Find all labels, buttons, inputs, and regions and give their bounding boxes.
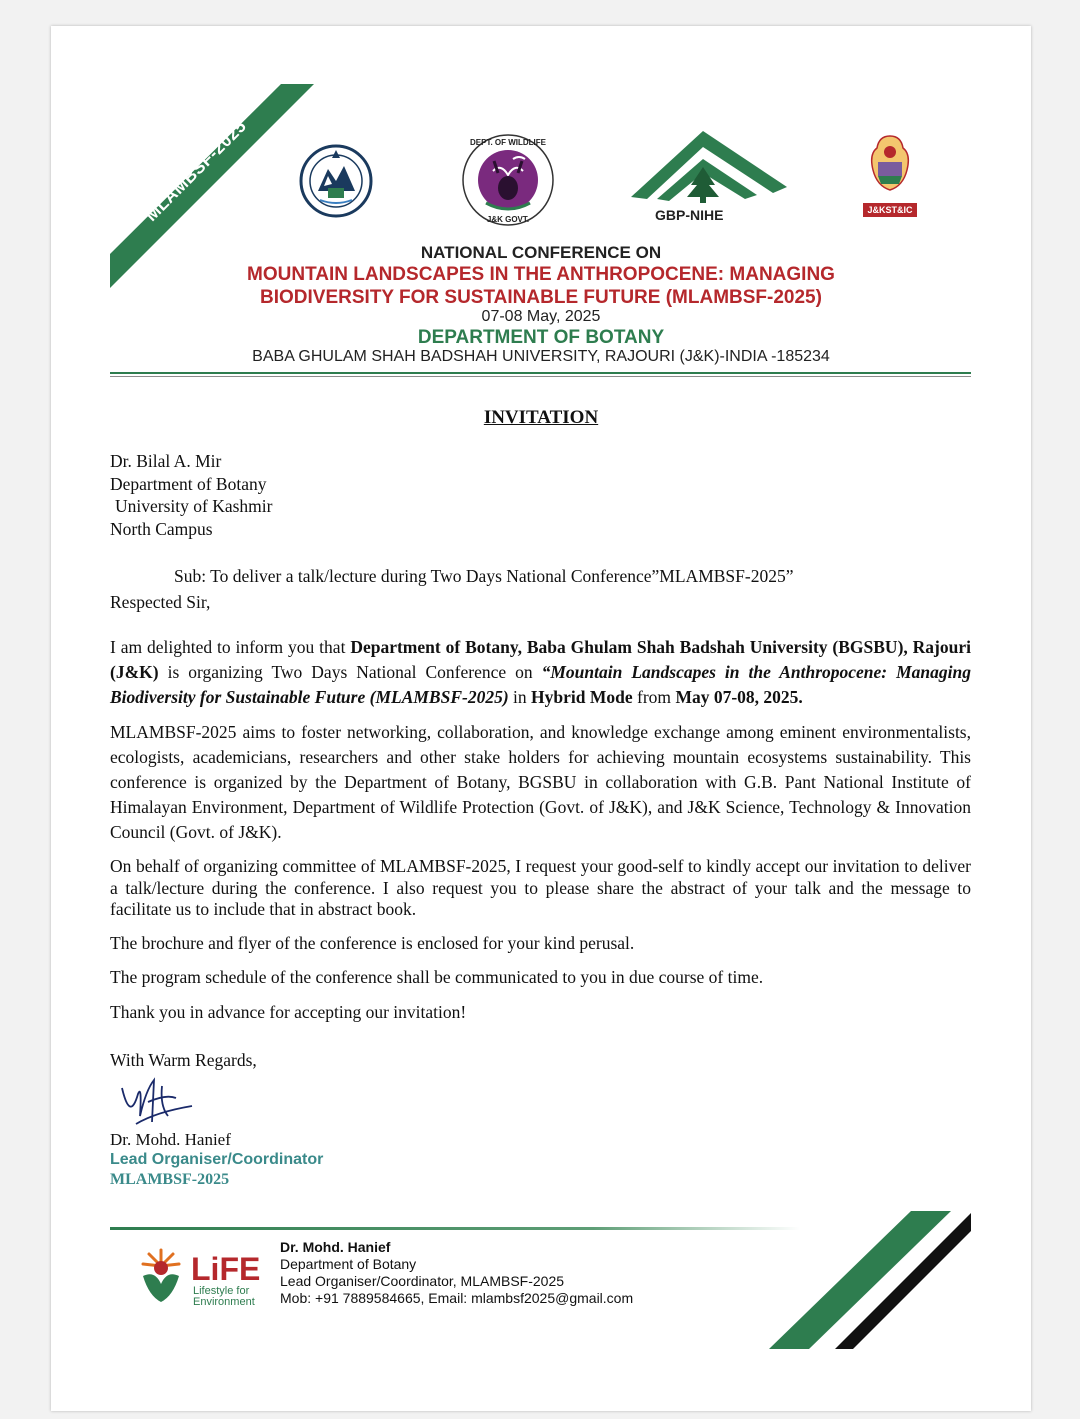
footer-stripes [761, 1211, 973, 1356]
ribbon-text: MLAMBSF-2025 [141, 116, 251, 225]
header-divider [110, 372, 971, 374]
intro-text-g: from [632, 687, 676, 707]
paragraph-thanks: Thank you in advance for accepting our invitation! [110, 1002, 467, 1022]
paragraph-brochure: The brochure and flyer of the conference is enclosed for your kind perusal. [110, 933, 635, 953]
header-university: BABA GHULAM SHAH BADSHAH UNIVERSITY, RAJOURI (J&K)-INDIA -185234 [252, 348, 830, 365]
intro-text-e: in [508, 687, 532, 707]
footer-department: Department of Botany [280, 1256, 417, 1272]
signer-role: Lead Organiser/Coordinator [110, 1151, 324, 1168]
footer-contact-block [280, 1239, 633, 1307]
intro-conference-name: “Mountain Landscapes in the Anthropocene: Managing Biodiversity for Sustainable Future (MLAMBSF-2025) [110, 662, 971, 707]
recipient-university: University of Kashmir [115, 496, 273, 516]
signature [116, 1072, 196, 1137]
paragraph-request: On behalf of organizing committee of MLAMBSF-2025, I request your good-self to kindly accept our invitation to deliver a talk/lecture during the conference. I also request you to please share the abstract of your talk and the message to facilitate us to include that in abstract book. [110, 856, 971, 919]
header-title [51, 263, 1031, 309]
recipient-campus: North Campus [110, 518, 213, 539]
salutation: Respected Sir, [110, 592, 211, 612]
intro-text-c: is organizing Two Days National Conference on [158, 662, 542, 682]
header-department: DEPARTMENT OF BOTANY [417, 327, 665, 348]
jkstic-label: J&KST&IC [863, 203, 917, 217]
footer-contact: Mob: +91 7889584665, Email: mlambsf2025@gmail.com [280, 1290, 634, 1306]
subject-line: Sub: To deliver a talk/lecture during Two Days National Conference”MLAMBSF-2025” [174, 566, 794, 586]
svg-text:DEPT. OF WILDLIFE: DEPT. OF WILDLIFE [470, 138, 546, 147]
header-title-line2: BIODIVERSITY FOR SUSTAINABLE FUTURE (MLAMBSF-2025) [260, 287, 822, 308]
life-word: LiFE [191, 1251, 261, 1287]
footer-divider [110, 1227, 800, 1230]
signer-conference: MLAMBSF-2025 [110, 1171, 230, 1188]
life-tagline1: Lifestyle for [193, 1285, 250, 1297]
university-logo [298, 136, 374, 231]
recipient-name: Dr. Bilal A. Mir [110, 451, 222, 471]
header-line1: NATIONAL CONFERENCE ON [420, 243, 662, 262]
paragraph-schedule: The program schedule of the conference shall be communicated to you in due course of time. [110, 967, 764, 987]
closing: With Warm Regards, [110, 1050, 257, 1070]
intro-organizer: Department of Botany, Baba Ghulam Shah Badshah University (BGSBU), Rajouri (J&K) [110, 637, 971, 682]
paragraph-intro [110, 635, 971, 710]
recipient-department: Department of Botany [110, 473, 267, 494]
life-tagline2: Environment [193, 1296, 255, 1308]
letter-title: INVITATION [483, 407, 599, 428]
signer-name: Dr. Mohd. Hanief [110, 1130, 231, 1149]
life-logo [135, 1244, 275, 1315]
intro-text-a: I am delighted to inform you that [110, 637, 351, 657]
footer-role: Lead Organiser/Coordinator, MLAMBSF-2025 [280, 1273, 565, 1289]
footer-name: Dr. Mohd. Hanief [280, 1239, 391, 1255]
wildlife-protection-logo [461, 133, 555, 232]
svg-text:J&K GOVT.: J&K GOVT. [486, 215, 530, 224]
letter-page [51, 26, 1031, 1411]
recipient-address [110, 450, 272, 540]
gbp-nihe-label: GBP-NIHE [655, 207, 724, 223]
paragraph-aims: MLAMBSF-2025 aims to foster networking, collaboration, and knowledge exchange among eminent environmentalists, ecologists, academicians, researchers and other stake holders for achieving mountain ecosystems sustainability. This conference is organized by the Department of Botany, BGSBU in collaboration with G.B. Pant National Institute of Himalayan Environment, Department of Wildlife Protection (Govt. of J&K), and J&K Science, Technology & Innovation Council (Govt. of J&K). [110, 722, 971, 842]
header-dates: 07-08 May, 2025 [481, 308, 601, 325]
intro-dates: May 07-08, 2025. [675, 687, 803, 707]
header-title-line1: MOUNTAIN LANDSCAPES IN THE ANTHROPOCENE: MANAGING [247, 264, 835, 285]
intro-mode: Hybrid Mode [531, 687, 633, 707]
jkstic-logo [861, 130, 919, 205]
header-divider-thin [110, 376, 971, 377]
